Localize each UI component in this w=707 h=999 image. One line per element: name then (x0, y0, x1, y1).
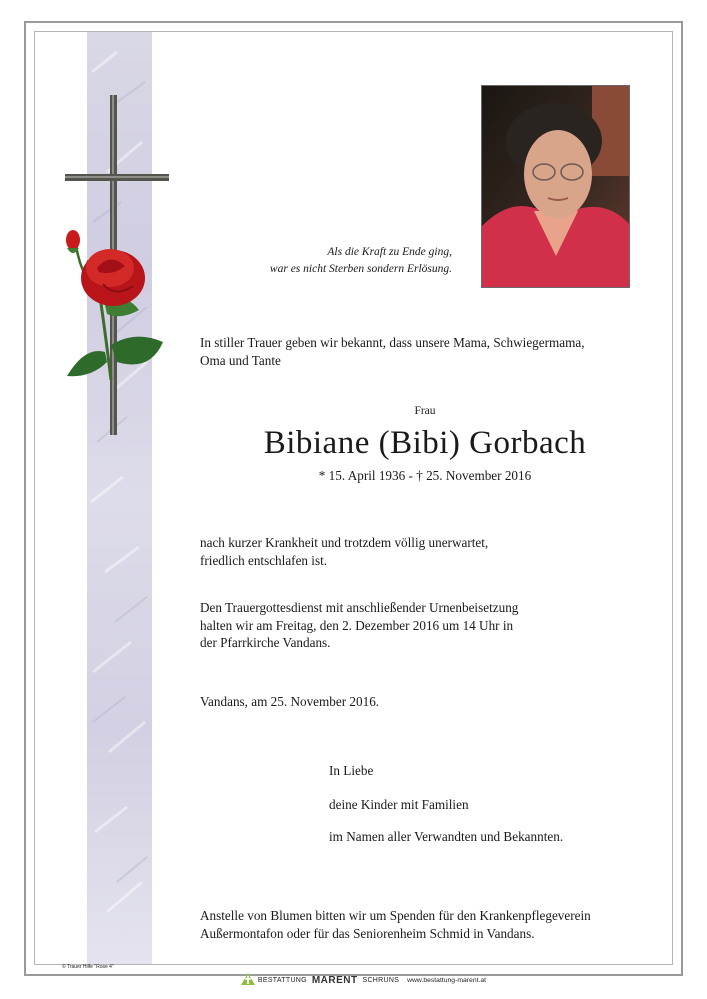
footer-logo-icon (240, 972, 256, 988)
footer-prefix: BESTATTUNG (257, 976, 307, 984)
cross-and-rose (55, 90, 173, 440)
quote-line-1: Als die Kraft zu Ende ging, (327, 246, 452, 258)
life-dates: * 15. April 1936 - † 25. November 2016 (318, 468, 532, 483)
quote-line-2: war es nicht Sterben sondern Erlösung. (269, 263, 452, 275)
service-line-3: der Pfarrkirche Vandans. (200, 635, 331, 650)
passing-line-1: nach kurzer Krankheit und trotzdem völlig unerwartet, (200, 535, 489, 550)
service-line-1: Den Trauergottesdienst mit anschließender Urnenbeisetzung (200, 600, 519, 615)
copyright-note: © Trauer Hilfe "Rose 4" (62, 964, 114, 970)
donation-line-1: Anstelle von Blumen bitten wir um Spenden für den Krankenpflegeverein (200, 908, 591, 923)
footer (240, 972, 486, 986)
donation-line-2: Außermontafon oder für das Seniorenheim Schmid in Vandans. (200, 925, 535, 941)
service-line-2: halten wir am Freitag, den 2. Dezember 2016 um 14 Uhr in (200, 617, 514, 633)
quote (270, 244, 452, 278)
donation-text (200, 907, 640, 942)
footer-website[interactable]: www.bestattung-marent.at (407, 976, 487, 984)
portrait-photo (481, 85, 630, 288)
intro-text (200, 334, 650, 369)
passing-line-2: friedlich entschlafen ist. (200, 552, 328, 568)
service-text (200, 599, 620, 652)
signature-line-1: In Liebe (329, 763, 374, 778)
passing-text (200, 534, 600, 569)
signature-line-3: im Namen aller Verwandten und Bekannten. (329, 829, 564, 844)
footer-town: SCHRUNS (362, 976, 400, 984)
place-date: Vandans, am 25. November 2016. (200, 694, 380, 709)
intro-line-1: In stiller Trauer geben wir bekannt, dass unsere Mama, Schwiegermama, (200, 335, 585, 350)
honorific: Frau (414, 405, 436, 417)
footer-brand: MARENT (311, 974, 358, 986)
signature-line-2: deine Kinder mit Familien (329, 797, 469, 812)
deceased-name: Bibiane (Bibi) Gorbach (263, 425, 587, 461)
intro-line-2: Oma und Tante (200, 352, 281, 368)
